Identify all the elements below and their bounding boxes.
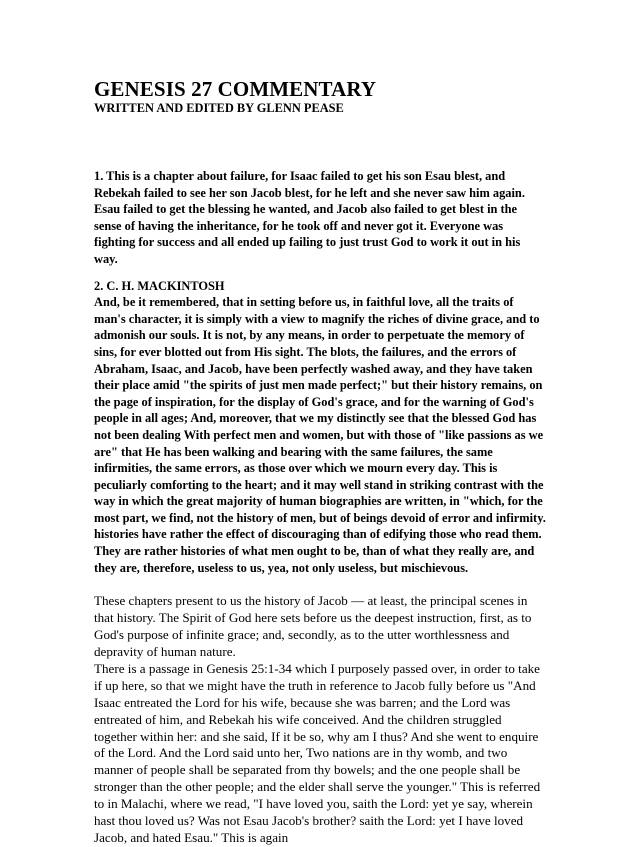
paragraph-failure: 1. This is a chapter about failure, for Isaac failed to get his son Esau blest, and Rebekah failed to see her son Jacob blest, for he left and she never saw him again. Esau failed to get the blessing he wanted, and Jacob also failed to get blest in the sense of having the inheritance, for he took off and never got it. Everyone was fighting for success and all ended up failing to just trust God to work it out in his way.: [94, 169, 525, 266]
paragraph-genesis-passage: There is a passage in Genesis 25:1-34 which I purposely passed over, in order to take if up here, so that we might have the truth in reference to Jacob fully before us "And Isaac entreated the Lord for his wife, because she was barren; and the Lord was entreated of him, and Rebekah his wife conceived. And the children struggled together within her: and she said, If it be so, why am I thus? And she went to enquire of the Lord. And the Lord said unto her, Two nations are in thy womb, and two manner of people shall be separated from thy bowels; and the one people shall be stronger than the other people; and the elder shall serve the younger." This is referred to in Malachi, where we read, "I have loved you, saith the Lord: yet ye say, wherein hast thou loved us? Was not Esau Jacob's brother? saith the Lord: yet I have loved Jacob, and hated Esau." This is again: [94, 660, 541, 845]
section-heading-mackintosh: 2. C. H. MACKINTOSH: [94, 278, 225, 293]
document-title: GENESIS 27 COMMENTARY: [94, 77, 377, 101]
document-body: [94, 78, 546, 847]
paragraph-jacob-history: These chapters present to us the history of Jacob — at least, the principal scenes in that history. The Spirit of God here sets before us the deepest instruction, first, as to God's purpose of infinite grace; and, secondly, as to the utter worthlessness and depravity of human nature.: [94, 593, 532, 659]
document-subtitle: WRITTEN AND EDITED BY GLENN PEASE: [94, 101, 344, 115]
paragraph-mackintosh-quote: And, be it remembered, that in setting before us, in faithful love, all the traits of man's character, it is simply with a view to magnify the riches of divine grace, and to admonish our souls. It is not, by any means, in order to perpetuate the memory of sins, for ever blotted out from His sight. The blots, the failures, and the errors of Abraham, Isaac, and Jacob, have been perfectly washed away, and they have taken their place amid "the spirits of just men made perfect;" but their history remains, on the page of inspiration, for the display of God's grace, and for the warning of God's people in all ages; And, moreover, that we my distinctly see that the blessed God has not been dealing With perfect men and women, but with those of "like passions as we are" that He has been walking and bearing with the same failures, the same infirmities, the same errors, as those over which we mourn every day. This is peculiarly comforting to the heart; and it may well stand in striking contrast with the way in which the great majority of human biographies are written, in "which, for the most part, we find, not the history of men, but of beings devoid of error and infirmity. histories have rather the effect of discouraging than of edifying those who read them. They are rather histories of what men ought to be, than of what they really are, and they are, therefore, useless to us, yea, not only useless, but mischievous.: [94, 295, 546, 575]
